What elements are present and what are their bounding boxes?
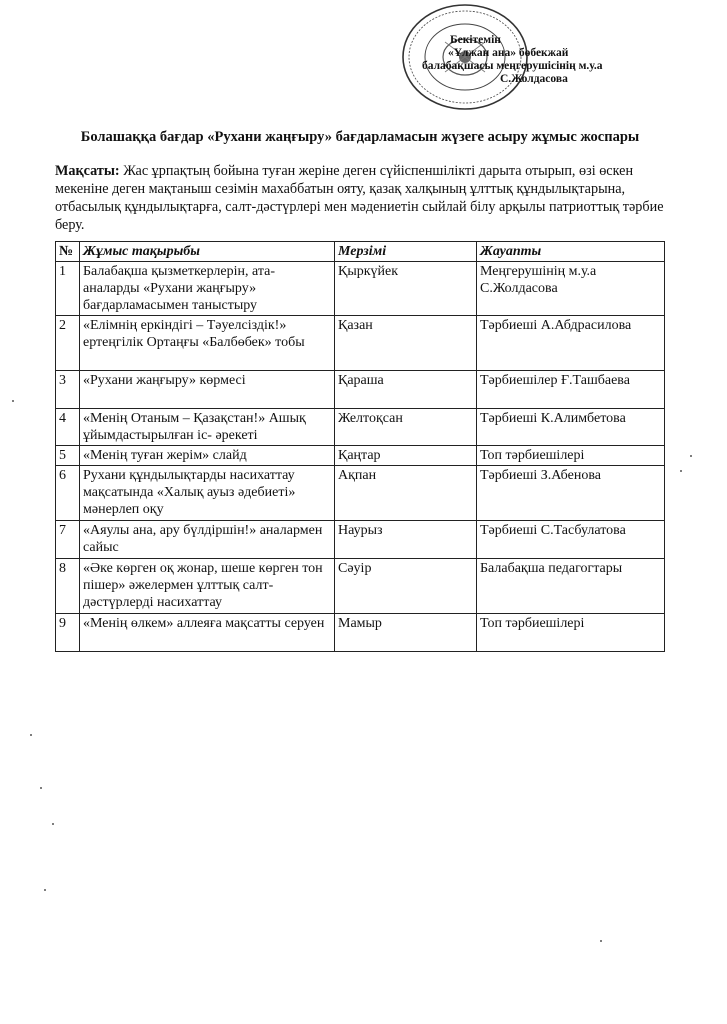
row-responsible: Тәрбиеші С.Тасбулатова	[477, 521, 665, 559]
table-row	[56, 521, 665, 559]
row-topic: «Елімнің еркіндігі – Тәуелсіздік!» ертеңгілік Ортаңғы «Балбөбек» тобы	[80, 316, 335, 371]
row-topic: «Менің Отаным – Қазақстан!» Ашық ұйымдастырылған іс- әрекеті	[80, 409, 335, 446]
goal-label: Мақсаты:	[55, 163, 120, 179]
row-date: Қыркүйек	[335, 262, 477, 316]
row-number: 8	[56, 559, 80, 614]
goal-paragraph	[55, 162, 670, 234]
table-row	[56, 262, 665, 316]
row-topic: «Менің өлкем» аллеяға мақсатты серуен	[80, 614, 335, 652]
row-date: Қаңтар	[335, 446, 477, 466]
row-topic: Рухани құндылықтарды насихаттау мақсатында «Халық ауыз әдебиеті» мәнерлеп оқу	[80, 466, 335, 521]
row-date: Наурыз	[335, 521, 477, 559]
row-topic: «Әке көрген оқ жонар, шеше көрген тон пішер» әжелермен ұлттық салт-дәстүрлерді насихаттау	[80, 559, 335, 614]
row-responsible: Топ тәрбиешілері	[477, 446, 665, 466]
row-number: 9	[56, 614, 80, 652]
row-topic: «Рухани жаңғыру» көрмесі	[80, 371, 335, 409]
header-date: Мерзімі	[335, 242, 477, 262]
approval-line-2: «Ұлжан ана» бөбекжай	[448, 47, 569, 59]
document-title: Болашаққа бағдар «Рухани жаңғыру» бағдарламасын жүзеге асыру жұмыс жоспары	[80, 129, 640, 145]
table-row	[56, 559, 665, 614]
row-number: 4	[56, 409, 80, 446]
row-responsible: Тәрбиеші А.Абдрасилова	[477, 316, 665, 371]
row-number: 5	[56, 446, 80, 466]
row-number: 6	[56, 466, 80, 521]
row-date: Мамыр	[335, 614, 477, 652]
header-topic: Жұмыс тақырыбы	[80, 242, 335, 262]
table-header-row	[56, 242, 665, 262]
row-responsible: Меңгерушінің м.у.а С.Жолдасова	[477, 262, 665, 316]
row-number: 3	[56, 371, 80, 409]
row-number: 2	[56, 316, 80, 371]
work-plan-table	[55, 241, 665, 652]
row-date: Қараша	[335, 371, 477, 409]
row-responsible: Балабақша педагогтары	[477, 559, 665, 614]
header-number: №	[56, 242, 80, 262]
row-number: 1	[56, 262, 80, 316]
approval-line-1: Бекітемін	[450, 34, 501, 46]
row-date: Сәуір	[335, 559, 477, 614]
row-number: 7	[56, 521, 80, 559]
table-row	[56, 446, 665, 466]
goal-text: Жас ұрпақтың бойына туған жеріне деген сүйіспеншілікті дарыта отырып, өзі өскен мекеніне деген мақтаныш сезімін махаббатын ояту, қазақ халқының ұлттық құндылықтарына, отбасылық құндылықтарға, салт-дәстүрлері мен мәдениетін сыйлай білу арқылы патриоттық тәрбие беру.	[55, 163, 664, 233]
row-responsible: Топ тәрбиешілері	[477, 614, 665, 652]
approval-line-3: балабақшасы меңгерушісінің м.у.а	[422, 60, 603, 72]
header-responsible: Жауапты	[477, 242, 665, 262]
row-topic: Балабақша қызметкерлерін, ата-аналарды «Рухани жаңғыру» бағдарламасымен таныстыру	[80, 262, 335, 316]
row-responsible: Тәрбиеші К.Алимбетова	[477, 409, 665, 446]
row-topic: «Менің туған жерім» слайд	[80, 446, 335, 466]
row-topic: «Аяулы ана, ару бүлдіршін!» аналармен сайыс	[80, 521, 335, 559]
row-date: Ақпан	[335, 466, 477, 521]
approval-line-4: С.Жолдасова	[500, 73, 568, 85]
table-row	[56, 614, 665, 652]
row-responsible: Тәрбиешілер Ғ.Ташбаева	[477, 371, 665, 409]
row-date: Қазан	[335, 316, 477, 371]
table-row	[56, 371, 665, 409]
row-date: Желтоқсан	[335, 409, 477, 446]
table-row	[56, 409, 665, 446]
row-responsible: Тәрбиеші З.Абенова	[477, 466, 665, 521]
table-row	[56, 466, 665, 521]
approval-block	[422, 34, 660, 86]
table-row	[56, 316, 665, 371]
